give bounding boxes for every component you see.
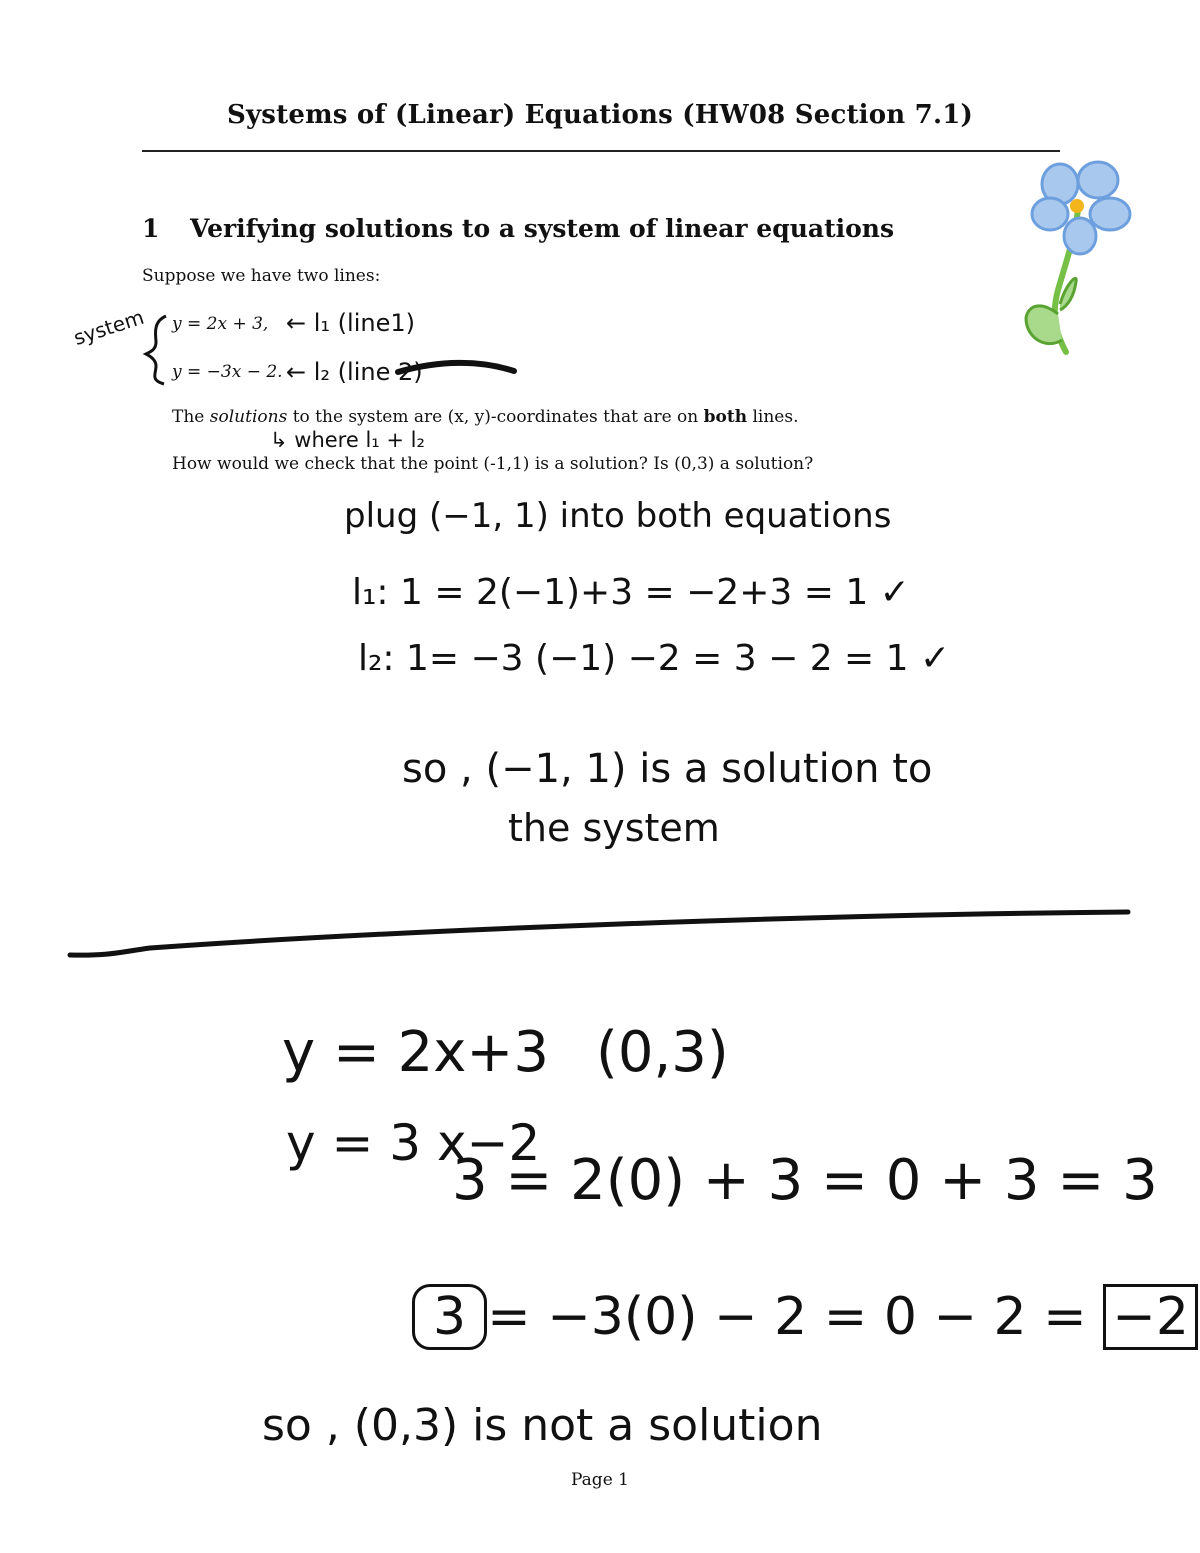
petal-right bbox=[1090, 198, 1130, 230]
note-so-line2: the system bbox=[508, 806, 720, 850]
note-conclusion: so , (0,3) is not a solution bbox=[262, 1400, 823, 1451]
sub2-middle: = −3(0) − 2 = 0 − 2 = bbox=[487, 1287, 1104, 1347]
intro-text: Suppose we have two lines: bbox=[142, 266, 381, 286]
note-sys-b: y = 3 x−2 bbox=[286, 1114, 541, 1172]
note-sys-a: y = 2x+3 bbox=[282, 1020, 549, 1085]
note-so-line1: so , (−1, 1) is a solution to bbox=[402, 746, 933, 792]
solutions-prefix: The bbox=[172, 407, 210, 427]
flower-center bbox=[1070, 199, 1084, 213]
boxed-lhs: 3 bbox=[412, 1284, 487, 1350]
boxed-rhs: −2 bbox=[1103, 1284, 1198, 1350]
equation-2: y = −3x − 2. bbox=[172, 362, 283, 382]
solutions-middle: to the system are (x, y)-coordinates that are on bbox=[287, 407, 704, 427]
note-system-label: system bbox=[70, 304, 147, 350]
note-l2: ← l₂ (line 2) bbox=[286, 358, 423, 386]
solutions-suffix: lines. bbox=[747, 407, 799, 427]
note-sub1: 3 = 2(0) + 3 = 0 + 3 = 3 bbox=[452, 1148, 1158, 1213]
page-number: Page 1 bbox=[571, 1470, 629, 1490]
question-text: How would we check that the point (-1,1) is a solution? Is (0,3) a solution? bbox=[172, 454, 814, 474]
flower-icon bbox=[1026, 162, 1130, 352]
note-point: (0,3) bbox=[596, 1020, 729, 1085]
solutions-bold: both bbox=[703, 407, 748, 427]
note-plug: plug (−1, 1) into both equations bbox=[344, 496, 892, 536]
note-where: ↳ where l₁ + l₂ bbox=[270, 428, 425, 452]
note-l1-check: l₁: 1 = 2(−1)+3 = −2+3 = 1 ✓ bbox=[352, 572, 910, 613]
petal-left bbox=[1032, 198, 1068, 230]
solutions-emphasis: solutions bbox=[209, 407, 288, 427]
note-l2-check: l₂: 1= −3 (−1) −2 = 3 − 2 = 1 ✓ bbox=[358, 638, 951, 679]
section-number: 1 bbox=[142, 214, 160, 243]
petal-top-right bbox=[1078, 162, 1118, 198]
leaf-left bbox=[1026, 306, 1062, 344]
page-title: Systems of (Linear) Equations (HW08 Section 7.1) bbox=[227, 100, 973, 130]
section-title: Verifying solutions to a system of linear equations bbox=[190, 214, 895, 243]
petal-bottom bbox=[1064, 218, 1096, 254]
equation-1: y = 2x + 3, bbox=[172, 314, 269, 334]
note-l1: ← l₁ (line1) bbox=[286, 309, 415, 337]
